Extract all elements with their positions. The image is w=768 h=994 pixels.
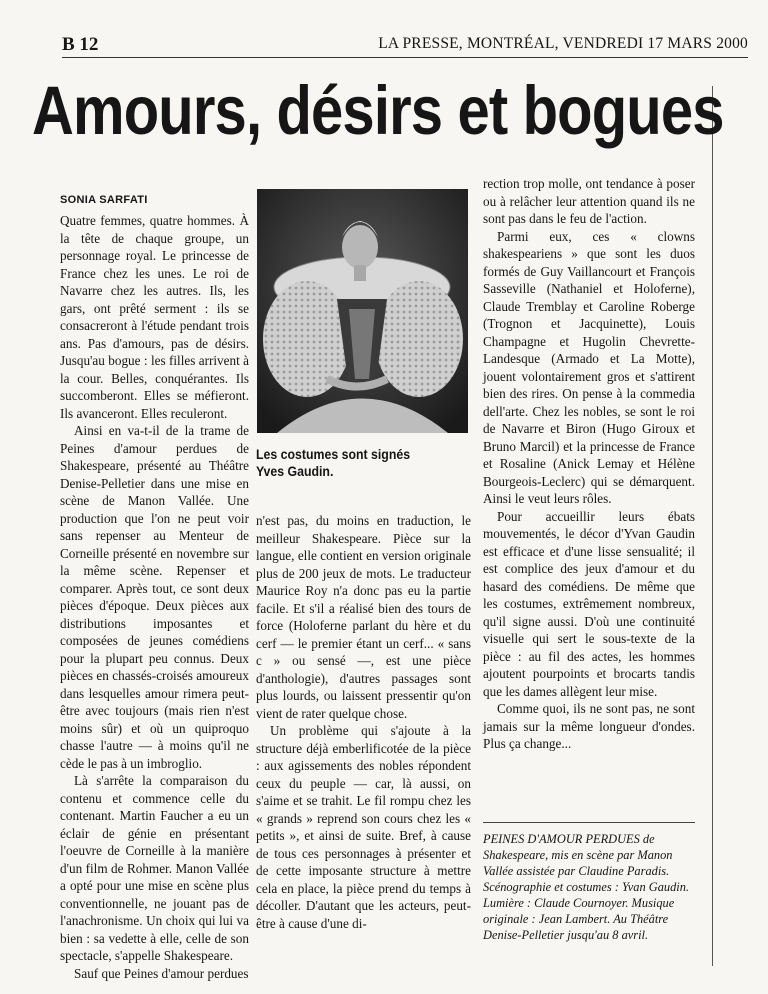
paragraph-4: Sauf que Peines d'amour perdues [74, 965, 249, 981]
paragraph-8: Parmi eux, ces « clowns shakespeariens » que sont les duos formés de Guy Vaillancourt et François Sasseville (Nathaniel et Holoferne), Claude Tremblay et Caroline Roberge (Trognon et Jacquinette), Louis Champagne et Hugolin Chevrette-Landesque (Armado et La Motte), jouent volontairement gros et s'attirent bien des rires. On pense à la commedia dell'arte. Chez les nobles, se sont le roi de Navarre et Biron (Hugo Giroux et Bruno Marcil) et la princesse de France et Rosaline (Anick Lemay et Hélène Bourgeois-Leclerc) qui se démarquent. Ainsi le veut leurs rôles. [483, 228, 695, 506]
byline: SONIA SARFATI [60, 194, 148, 206]
article-photo [257, 189, 468, 433]
column-divider [712, 86, 713, 966]
article-column-1 [60, 212, 249, 982]
headline: Amours, désirs et bogues [32, 72, 724, 149]
dateline: LA PRESSE, MONTRÉAL, VENDREDI 17 MARS 2000 [378, 35, 748, 52]
article-column-3 [483, 175, 695, 753]
paragraph-1: Quatre femmes, quatre hommes. À la tête de chaque groupe, un personnage royal. Le princesse de France chez les unes. Le roi de Navarre chez les autres. Ils, les gars, ont prêté serment : ils se consacreront à l'étude pendant trois ans. Pas d'amours, pas de désirs. Jusqu'au bogue : les filles arrivent à la cour. Belles, conquérantes. Ils succomberont. Elles se méfieront. Ils avanceront. Elles reculeront. [60, 213, 249, 421]
info-box-rule [483, 822, 695, 823]
page-number: B 12 [62, 34, 99, 55]
costumed-actress-photo-icon [257, 189, 468, 433]
photo-caption: Les costumes sont signés Yves Gaudin. [256, 446, 411, 479]
paragraph-5: n'est pas, du moins en traduction, le meilleur Shakespeare. Pièce sur la langue, elle contient en version originale plus de 200 jeux de mots. Le traducteur Maurice Roy n'a donc pas eu la partie facile. Et s'il a réalisé bien des tours de force (Holoferne parlant du hère et du cerf — le premier étant un cerf... « sans c » ou sensé —, est une pièce d'anthologie), d'autres passages sont plus lourds, ou laissent pressentir qu'on vient de rater quelque chose. [256, 513, 471, 721]
article-column-2 [256, 512, 471, 932]
paragraph-9: Pour accueillir leurs ébats mouvementés, le décor d'Yvan Gaudin est efficace et d'une lisse sensualité; il est complice des jeux d'amour et du hasard des comédiens. De même que les costumes, extrêmement nombreux, qu'il signe aussi. D'où une continuité visuelle qui sert le sous-texte de la pièce : au fil des actes, les hommes ajoutent pourpoints et brocarts tandis que les dames allègent leur mise. [483, 508, 695, 699]
paragraph-2: Ainsi en va-t-il de la trame de Peines d'amour perdues de Shakespeare, présenté au Théâtre Denise-Pelletier dans une mise en scène de Manon Vallée. Une production que l'on ne peut voir sans repenser au Menteur de Corneille présenté en novembre sur la même scène. Repenser et comparer. Après tout, ce sont deux pièces d'époque. Deux pièces aux distributions imposantes et composées de jeunes comédiens pour la plupart peu connus. Deux pièces en chassés-croisés amoureux dans lesquelles amour rimera peut-être avec toujours (mais rien n'est moins sûr) et où un quiproquo chasse l'autre — à moins qu'il ne cède le pas à un imbroglio. [60, 423, 249, 771]
paragraph-7: rection trop molle, ont tendance à poser ou à relâcher leur attention quand ils ne sont pas dans le feu de l'action. [483, 176, 695, 226]
production-info-box: PEINES D'AMOUR PERDUES de Shakespeare, mis en scène par Manon Vallée assistée par Claudine Paradis. Scénographie et costumes : Yvan Gaudin. Lumière : Claude Cournoyer. Musique originale : Jean Lambert. Au Théâtre Denise-Pelletier jusqu'au 8 avril. [483, 832, 690, 942]
paragraph-3: Là s'arrête la comparaison du contenu et commence celle du contenant. Martin Faucher a eu un éclair de génie en présentant l'oeuvre de Corneille à la manière d'un film de Rohmer. Manon Vallée a opté pour une mise en scène plus conventionnelle, ne jouant pas de l'anachronisme. Un choix qui lui va bien : sa vedette à elle, celle de son spectacle, s'appelle Shakespeare. [60, 773, 249, 963]
paragraph-10: Comme quoi, ils ne sont pas, ne sont jamais sur la même longueur d'ondes. Plus ça change... [483, 701, 695, 751]
paragraph-6: Un problème qui s'ajoute à la structure déjà emberlificotée de la pièce : aux agissements des nobles répondent ceux du peuple — car, là aussi, on s'aime et se trahit. Le fil rompu chez les « grands » reprend son cours chez les « petits », et ainsi de suite. Bref, à cause de tous ces personnages à présenter et de cette imposante structure à mettre cela en place, la pièce prend du temps à décoller. D'autant que les acteurs, peut-être à cause d'une di- [256, 723, 471, 931]
header-rule [62, 57, 748, 58]
